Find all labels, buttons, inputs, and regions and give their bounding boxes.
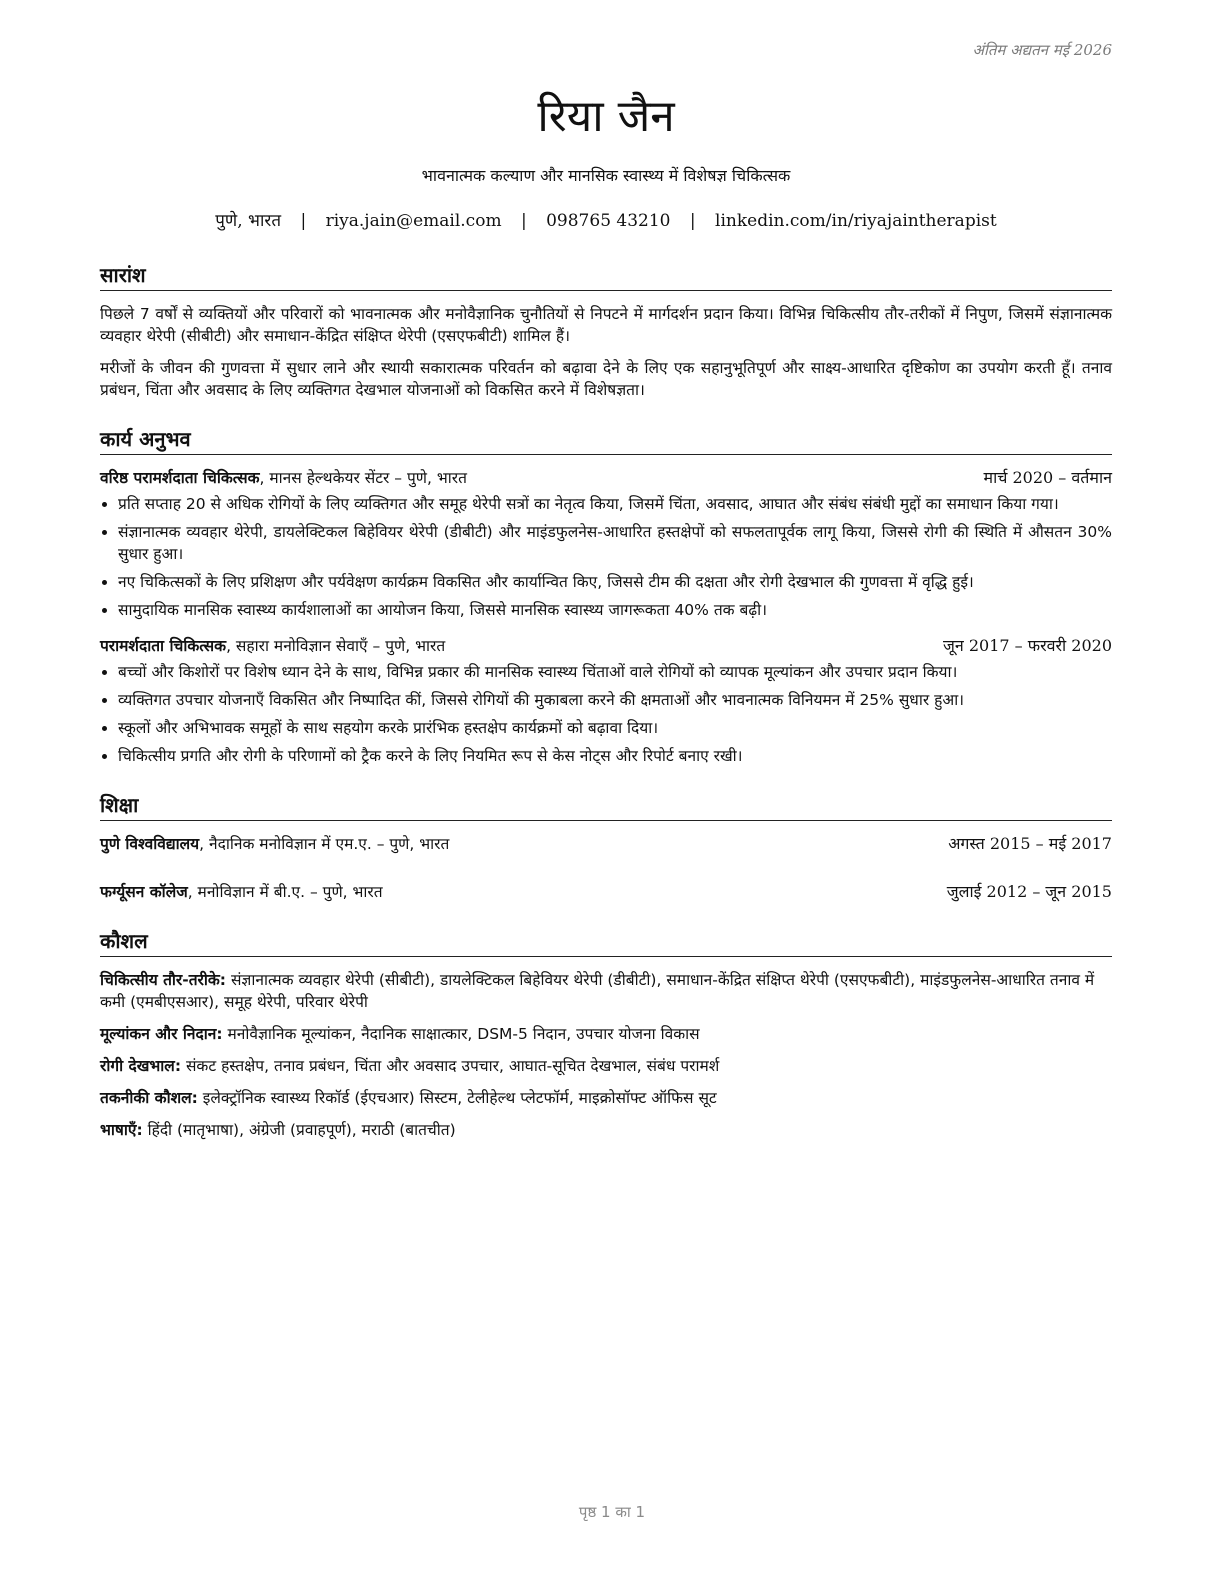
skill-value: हिंदी (मातृभाषा), अंग्रेजी (प्रवाहपूर्ण), मराठी (बातचीत): [142, 1121, 456, 1139]
skill-line: [100, 969, 1112, 1013]
education-school: पुणे विश्वविद्यालय: [100, 835, 200, 853]
education-school: फर्ग्यूसन कॉलेज: [100, 883, 188, 901]
education-title-line: [100, 881, 383, 903]
skill-value: संकट हस्तक्षेप, तनाव प्रबंधन, चिंता और अवसाद उपचार, आघात-सूचित देखभाल, संबंध परामर्श: [181, 1057, 720, 1075]
education-detail: , नैदानिक मनोविज्ञान में एम.ए. – पुणे, भारत: [199, 835, 450, 853]
list-item: • प्रति सप्ताह 20 से अधिक रोगियों के लिए व्यक्तिगत और समूह थेरेपी सत्रों का नेतृत्व किया, जिसमें चिंता, अवसाद, आघात और संबंध संबंधी मुद्दों का समाधान किया गया।: [118, 493, 1112, 515]
list-item: • चिकित्सीय प्रगति और रोगी के परिणामों को ट्रैक करने के लिए नियमित रूप से केस नोट्स और रिपोर्ट बनाए रखी।: [118, 745, 1112, 767]
job-bullets: [100, 661, 1112, 767]
resume-page: [100, 40, 1112, 1151]
contact-linkedin[interactable]: linkedin.com/in/riyajaintherapist: [715, 211, 997, 231]
contact-line: [100, 208, 1112, 231]
skill-value: मनोवैज्ञानिक मूल्यांकन, नैदानिक साक्षात्कार, DSM-5 निदान, उपचार योजना विकास: [222, 1025, 700, 1043]
skill-label: तकनीकी कौशल:: [100, 1089, 198, 1107]
skill-label: चिकित्सीय तौर-तरीके:: [100, 971, 227, 989]
job-dates: मार्च 2020 – वर्तमान: [983, 468, 1112, 487]
summary-paragraph: पिछले 7 वर्षों से व्यक्तियों और परिवारों को भावनात्मक और मनोवैज्ञानिक चुनौतियों से निपटने में मार्गदर्शन प्रदान किया। विभिन्न चिकित्सीय तौर-तरीकों में निपुण, जिसमें संज्ञानात्मक व्यवहार थेरेपी (सीबीटी) और समाधान-केंद्रित संक्षिप्त थेरेपी (एसएफबीटी) शामिल हैं।: [100, 305, 1112, 345]
skills-heading: कौशल: [100, 927, 1112, 957]
list-item: • बच्चों और किशोरों पर विशेष ध्यान देने के साथ, विभिन्न प्रकार की मानसिक स्वास्थ्य चिंताओं वाले रोगियों को व्यापक मूल्यांकन और उपचार प्रदान किया।: [118, 661, 1112, 683]
education-entry: [100, 881, 1112, 903]
contact-email[interactable]: riya.jain@email.com: [325, 211, 502, 231]
summary-heading: सारांश: [100, 261, 1112, 291]
list-item: • सामुदायिक मानसिक स्वास्थ्य कार्यशालाओं का आयोजन किया, जिससे मानसिक स्वास्थ्य जागरूकता 40% तक बढ़ी।: [118, 599, 1112, 621]
job-header: [100, 467, 1112, 489]
job-bullets: [100, 493, 1112, 621]
contact-separator: |: [300, 211, 307, 231]
education-entry: [100, 833, 1112, 855]
list-item: • व्यक्तिगत उपचार योजनाएँ विकसित और निष्पादित कीं, जिससे रोगियों की मुकाबला करने की क्षमताओं और भावनात्मक विनियमन में 25% सुधार हुआ।: [118, 689, 1112, 711]
skill-label: रोगी देखभाल:: [100, 1057, 182, 1075]
job-role: वरिष्ठ परामर्शदाता चिकित्सक: [100, 469, 260, 487]
job-title-line: [100, 467, 467, 489]
job-entry: [100, 467, 1112, 621]
education-detail: , मनोविज्ञान में बी.ए. – पुणे, भारत: [187, 883, 383, 901]
skill-value: संज्ञानात्मक व्यवहार थेरेपी (सीबीटी), डायलेक्टिकल बिहेवियर थेरेपी (डीबीटी), समाधान-केंद्रित संक्षिप्त थेरेपी (एसएफबीटी), माइंडफुलनेस-आधारित तनाव में कमी (एमबीएसआर), समूह थेरेपी, परिवार थेरेपी: [100, 971, 1095, 1011]
tagline: भावनात्मक कल्याण और मानसिक स्वास्थ्य में विशेषज्ञ चिकित्सक: [421, 166, 791, 185]
list-item: • संज्ञानात्मक व्यवहार थेरेपी, डायलेक्टिकल बिहेवियर थेरेपी (डीबीटी) और माइंडफुलनेस-आधारित हस्तक्षेपों को सफलतापूर्वक लागू किया, जिससे रोगी की स्थिति में औसतन 30% सुधार हुआ।: [118, 521, 1112, 565]
job-header: [100, 635, 1112, 657]
skill-line: [100, 1055, 1112, 1077]
candidate-name: रिया जैन: [537, 91, 675, 142]
education-dates: अगस्त 2015 – मई 2017: [948, 834, 1112, 853]
job-title-line: [100, 635, 445, 657]
job-dates: जून 2017 – फरवरी 2020: [943, 636, 1112, 655]
list-item: • स्कूलों और अभिभावक समूहों के साथ सहयोग करके प्रारंभिक हस्तक्षेप कार्यक्रमों को बढ़ावा दिया।: [118, 717, 1112, 739]
contact-location: पुणे, भारत: [215, 211, 282, 231]
job-org: , मानस हेल्थकेयर सेंटर – पुणे, भारत: [259, 469, 467, 487]
contact-separator: |: [689, 211, 696, 231]
skill-line: [100, 1023, 1112, 1045]
skill-line: [100, 1119, 1112, 1141]
education-dates: जुलाई 2012 – जून 2015: [946, 882, 1112, 901]
skill-line: [100, 1087, 1112, 1109]
list-item: • नए चिकित्सकों के लिए प्रशिक्षण और पर्यवेक्षण कार्यक्रम विकसित और कार्यान्वित किए, जिससे टीम की दक्षता और रोगी देखभाल की गुणवत्ता में वृद्धि हुई।: [118, 571, 1112, 593]
contact-separator: |: [520, 211, 527, 231]
job-role: परामर्शदाता चिकित्सक: [100, 637, 227, 655]
skill-value: इलेक्ट्रॉनिक स्वास्थ्य रिकॉर्ड (ईएचआर) सिस्टम, टेलीहेल्थ प्लेटफॉर्म, माइक्रोसॉफ्ट ऑफिस सूट: [197, 1089, 717, 1107]
last-updated: अंतिम अद्यतन मई 2026: [972, 41, 1112, 59]
page-number: पृष्ठ 1 का 1: [578, 1503, 646, 1521]
education-title-line: [100, 833, 449, 855]
summary-paragraph: मरीजों के जीवन की गुणवत्ता में सुधार लाने और स्थायी सकारात्मक परिवर्तन को बढ़ावा देने के लिए एक सहानुभूतिपूर्ण और साक्ष्य-आधारित दृष्टिकोण का उपयोग करती हूँ। तनाव प्रबंधन, चिंता और अवसाद के लिए व्यक्तिगत देखभाल योजनाओं को विकसित करने में विशेषज्ञता।: [100, 359, 1112, 399]
experience-heading: कार्य अनुभव: [100, 425, 1112, 455]
skill-label: मूल्यांकन और निदान:: [100, 1025, 223, 1043]
skill-label: भाषाएँ:: [100, 1121, 143, 1139]
contact-phone: 098765 43210: [546, 211, 671, 231]
job-entry: [100, 635, 1112, 767]
job-org: , सहारा मनोविज्ञान सेवाएँ – पुणे, भारत: [226, 637, 446, 655]
education-heading: शिक्षा: [100, 791, 1112, 821]
